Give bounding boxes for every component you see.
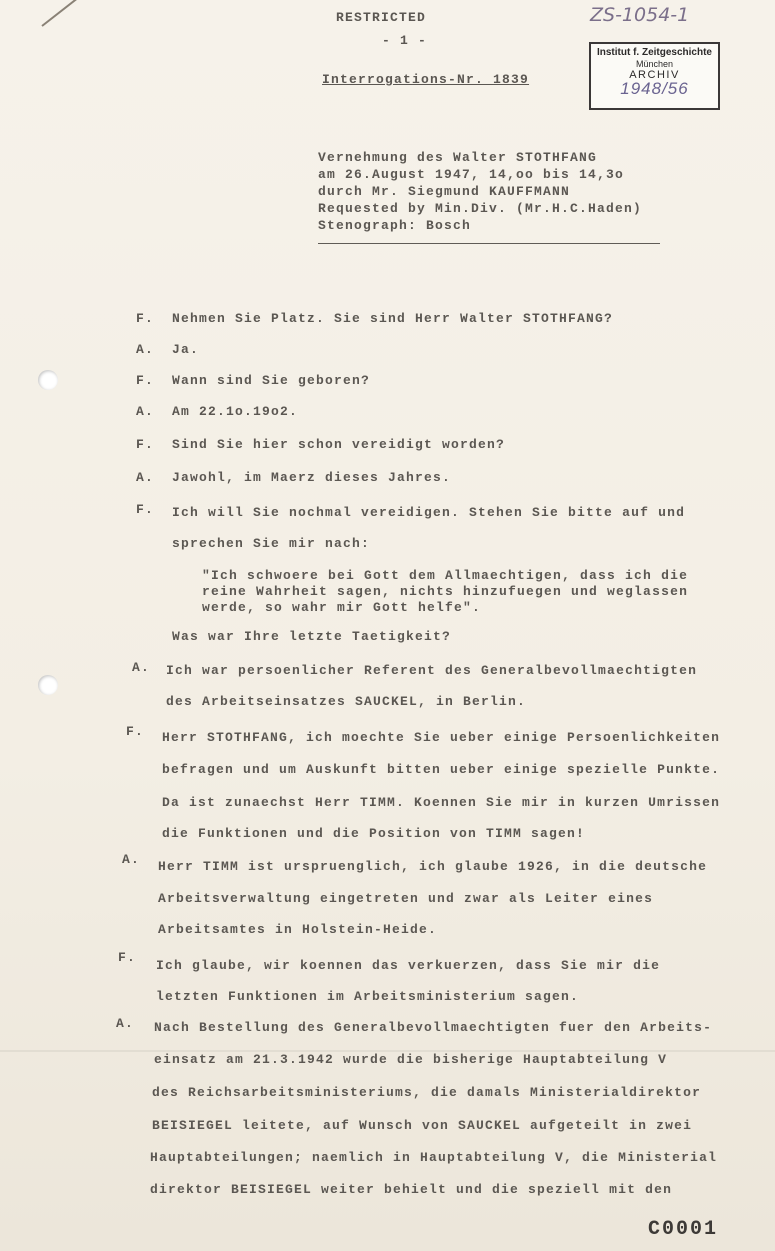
speaker-label: A. bbox=[116, 1016, 135, 1031]
dialogue-line: Wann sind Sie geboren? bbox=[172, 373, 371, 388]
speaker-label: A. bbox=[136, 470, 155, 485]
dialogue-line: Ich will Sie nochmal vereidigen. Stehen Sie bitte auf und bbox=[172, 505, 686, 520]
interrogation-title: Interrogations-Nr. 1839 bbox=[322, 72, 530, 87]
dialogue-line: Arbeitsamtes in Holstein-Heide. bbox=[158, 922, 438, 937]
dialogue-line: Hauptabteilungen; naemlich in Hauptabteilung V, die Ministerial bbox=[150, 1150, 718, 1165]
separator-line bbox=[318, 243, 660, 244]
punch-hole-icon bbox=[38, 675, 58, 695]
dialogue-line: Am 22.1o.19o2. bbox=[172, 404, 299, 419]
session-line: Vernehmung des Walter STOTHFANG bbox=[318, 150, 598, 165]
page-number: - 1 - bbox=[382, 33, 428, 48]
dialogue-line: Herr TIMM ist urspruenglich, ich glaube 1926, in die deutsche bbox=[158, 859, 708, 874]
dialogue-line: Ja. bbox=[172, 342, 200, 357]
dialogue-line: Jawohl, im Maerz dieses Jahres. bbox=[172, 470, 452, 485]
stamp-archive: ARCHIV bbox=[629, 69, 680, 81]
dialogue-line: Was war Ihre letzte Taetigkeit? bbox=[172, 629, 452, 644]
oath-line: "Ich schwoere bei Gott dem Allmaechtigen, dass ich die bbox=[202, 568, 689, 583]
dialogue-line: Ich war persoenlicher Referent des Generalbevollmaechtigten bbox=[166, 663, 698, 678]
dialogue-line: direktor BEISIEGEL weiter behielt und die speziell mit den bbox=[150, 1182, 673, 1197]
dialogue-line: Nach Bestellung des Generalbevollmaechtigten fuer den Arbeits- bbox=[154, 1020, 713, 1035]
speaker-label: A. bbox=[136, 404, 155, 419]
session-line: durch Mr. Siegmund KAUFFMANN bbox=[318, 184, 571, 199]
handwritten-reference: ZS-1054-1 bbox=[590, 4, 690, 26]
dialogue-line: sprechen Sie mir nach: bbox=[172, 536, 371, 551]
speaker-label: F. bbox=[136, 502, 155, 517]
classification-label: RESTRICTED bbox=[336, 10, 427, 25]
punch-hole-icon bbox=[38, 370, 58, 390]
pencil-mark bbox=[41, 0, 77, 27]
oath-line: reine Wahrheit sagen, nichts hinzufuegen und weglassen bbox=[202, 584, 689, 599]
dialogue-line: Nehmen Sie Platz. Sie sind Herr Walter STOTHFANG? bbox=[172, 311, 614, 326]
dialogue-line: Arbeitsverwaltung eingetreten und zwar als Leiter eines bbox=[158, 891, 654, 906]
dialogue-line: des Reichsarbeitsministeriums, die damals Ministerialdirektor bbox=[152, 1085, 702, 1100]
session-line: Stenograph: Bosch bbox=[318, 218, 472, 233]
speaker-label: A. bbox=[132, 660, 151, 675]
speaker-label: F. bbox=[126, 724, 145, 739]
speaker-label: A. bbox=[136, 342, 155, 357]
dialogue-line: einsatz am 21.3.1942 wurde die bisherige Hauptabteilung V bbox=[154, 1052, 668, 1067]
dialogue-line: Herr STOTHFANG, ich moechte Sie ueber einige Persoenlichkeiten bbox=[162, 730, 721, 745]
session-line: am 26.August 1947, 14,oo bis 14,3o bbox=[318, 167, 625, 182]
dialogue-line: des Arbeitseinsatzes SAUCKEL, in Berlin. bbox=[166, 694, 527, 709]
dialogue-line: letzten Funktionen im Arbeitsministerium sagen. bbox=[156, 989, 580, 1004]
stamp-institute: Institut f. Zeitgeschichte bbox=[596, 47, 712, 58]
dialogue-line: befragen und um Auskunft bitten ueber einige spezielle Punkte. bbox=[162, 762, 721, 777]
speaker-label: A. bbox=[122, 852, 141, 867]
speaker-label: F. bbox=[118, 950, 137, 965]
oath-line: werde, so wahr mir Gott helfe". bbox=[202, 600, 482, 615]
speaker-label: F. bbox=[136, 373, 155, 388]
session-line: Requested by Min.Div. (Mr.H.C.Haden) bbox=[318, 201, 643, 216]
dialogue-line: die Funktionen und die Position von TIMM sagen! bbox=[162, 826, 586, 841]
stamp-number: 1948/56 bbox=[620, 79, 689, 98]
archive-stamp bbox=[589, 42, 720, 110]
dialogue-line: BEISIEGEL leitete, auf Wunsch von SAUCKEL aufgeteilt in zwei bbox=[152, 1118, 693, 1133]
speaker-label: F. bbox=[136, 311, 155, 326]
dialogue-line: Da ist zunaechst Herr TIMM. Koennen Sie mir in kurzen Umrissen bbox=[162, 795, 721, 810]
dialogue-line: Ich glaube, wir koennen das verkuerzen, dass Sie mir die bbox=[156, 958, 661, 973]
stamp-city: München bbox=[635, 59, 674, 69]
dialogue-line: Sind Sie hier schon vereidigt worden? bbox=[172, 437, 506, 452]
footer-page-number: C0001 bbox=[648, 1218, 719, 1241]
speaker-label: F. bbox=[136, 437, 155, 452]
